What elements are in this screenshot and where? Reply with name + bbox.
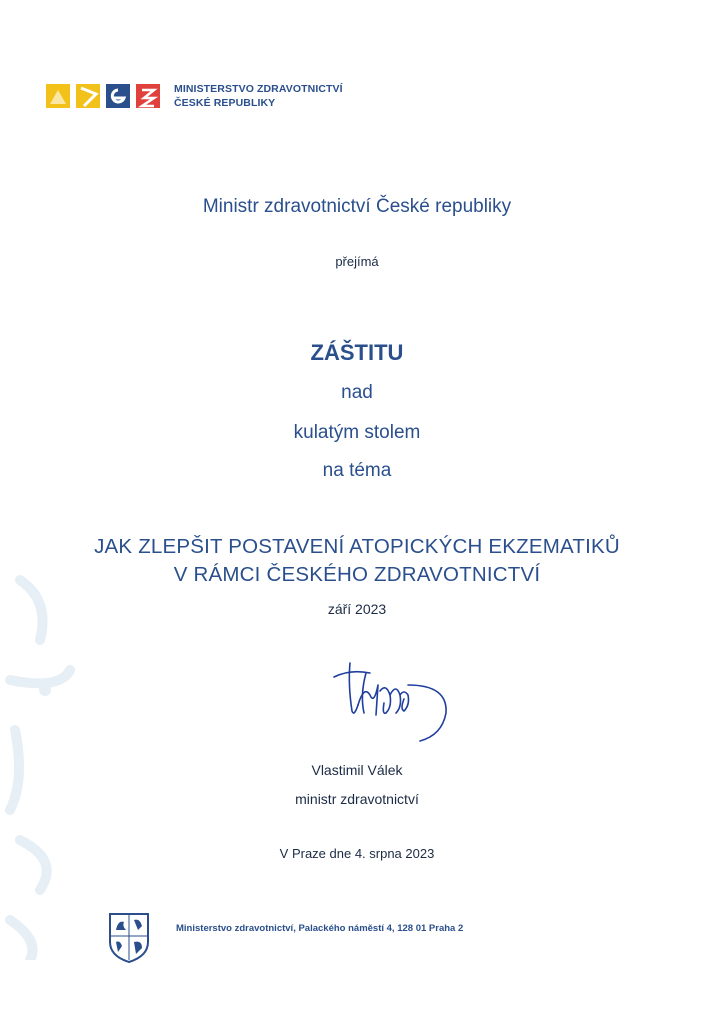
event-title-line1: JAK ZLEPŠIT POSTAVENÍ ATOPICKÝCH EKZEMATIKŮ [94, 535, 620, 558]
signer-name: Vlastimil Válek [311, 762, 403, 778]
state-crest-icon [108, 912, 150, 964]
background-watermark [0, 560, 90, 960]
ministry-name [174, 82, 343, 110]
ministry-name-line2: ČESKÉ REPUBLIKY [174, 97, 276, 109]
na-tema-text: na téma [322, 460, 392, 481]
prejima-text: přejímá [335, 254, 379, 269]
signature-image [330, 655, 455, 745]
ministry-name-line1: MINISTERSTVO ZDRAVOTNICTVÍ [174, 83, 343, 95]
mz-cr-logo [46, 80, 162, 112]
nad-text: nad [341, 382, 373, 403]
event-title [0, 533, 714, 589]
minister-title: Ministr zdravotnictví České republiky [202, 196, 512, 217]
event-title-line2: V RÁMCI ČESKÉHO ZDRAVOTNICTVÍ [173, 563, 541, 586]
event-date: září 2023 [327, 601, 387, 617]
kulatym-stolem-text: kulatým stolem [293, 422, 421, 443]
signer-role: ministr zdravotnictví [295, 791, 419, 807]
zastitu-heading: ZÁŠTITU [310, 340, 404, 365]
place-date: V Praze dne 4. srpna 2023 [279, 846, 435, 861]
footer-address: Ministerstvo zdravotnictví, Palackého náměstí 4, 128 01 Praha 2 [176, 923, 464, 934]
